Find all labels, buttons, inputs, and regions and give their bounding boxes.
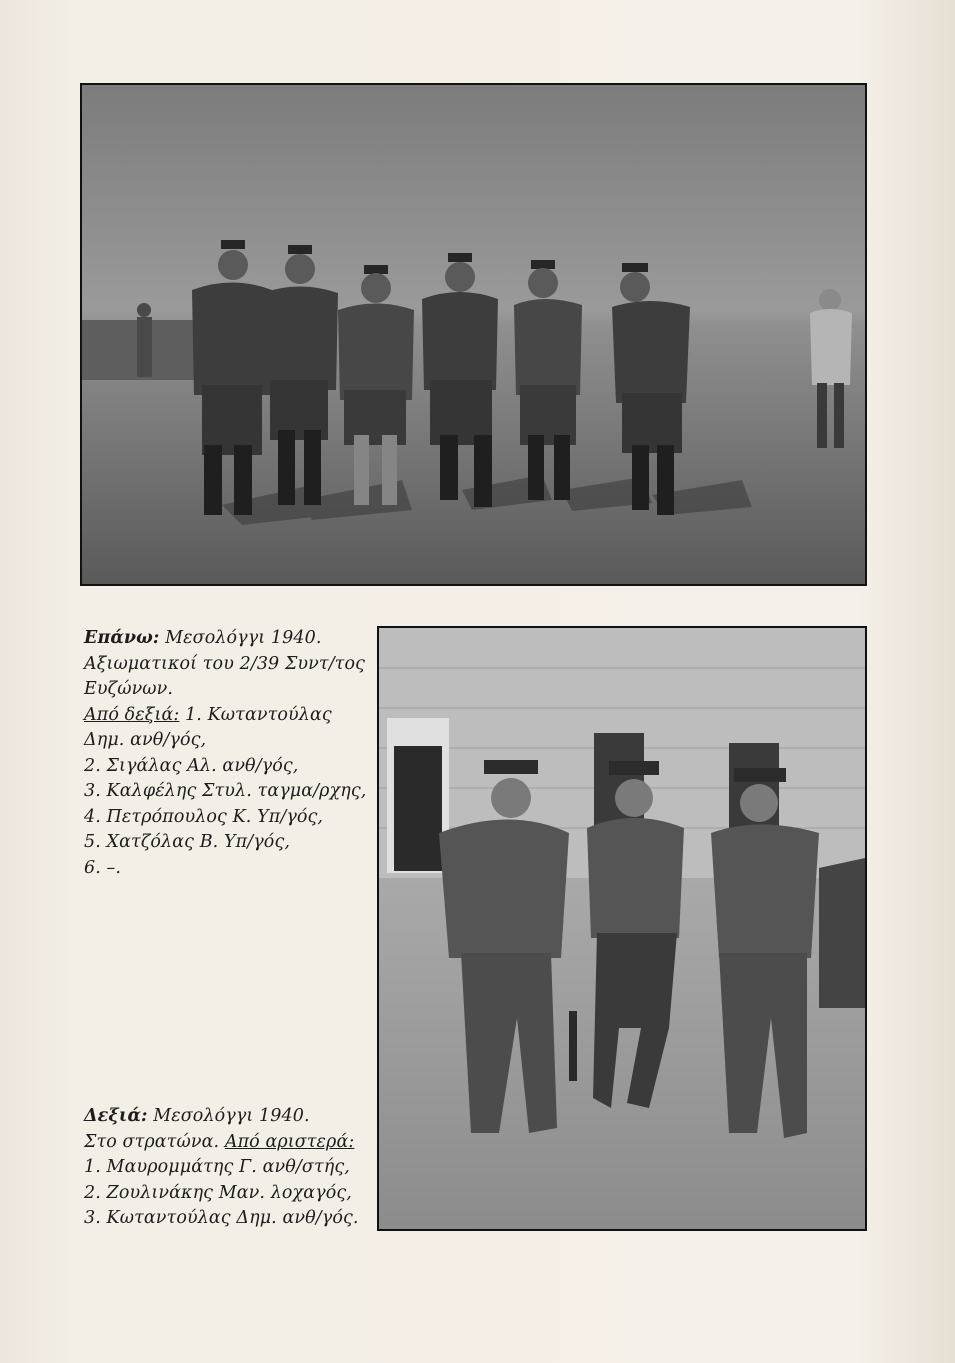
- caption-order-label: Από δεξιά:: [84, 704, 180, 725]
- caption-item: 3. Καλφέλης Στυλ. ταγμα/ρχης,: [84, 781, 367, 801]
- photo-top-image: [82, 85, 865, 584]
- group-photo-six-officers: [80, 83, 867, 586]
- bottom-photo-caption: [84, 1104, 374, 1232]
- caption-place-date: Μεσολόγγι 1940.: [165, 628, 322, 648]
- caption-item: 6. –.: [84, 857, 122, 878]
- caption-line: Αξιωματικοί του 2/39 Συντ/τος: [84, 653, 366, 674]
- photo-bottom-image: [379, 628, 865, 1229]
- caption-item: 1. Κωταντούλας: [185, 704, 332, 725]
- caption-line: Στο στρατώνα.: [84, 1131, 220, 1152]
- caption-heading: Επάνω:: [84, 628, 160, 648]
- caption-place-date: Μεσολόγγι 1940.: [153, 1106, 310, 1126]
- top-photo-caption: [84, 626, 369, 881]
- caption-heading: Δεξιά:: [84, 1106, 148, 1126]
- photo-three-officers-barracks: [377, 626, 867, 1231]
- caption-item: 5. Χατζόλας Β. Υπ/γός,: [84, 832, 291, 852]
- caption-item: 2. Σιγάλας Αλ. ανθ/γός,: [84, 755, 299, 776]
- caption-order-label: Από αριστερά:: [224, 1131, 355, 1152]
- caption-item: 3. Κωταντούλας Δημ. ανθ/γός.: [84, 1208, 359, 1228]
- caption-item: 4. Πετρόπουλος Κ. Υπ/γός,: [84, 806, 324, 827]
- caption-item: 1. Μαυρομμάτης Γ. ανθ/στής,: [84, 1157, 350, 1177]
- caption-item: 2. Ζουλινάκης Μαν. λοχαγός,: [84, 1182, 352, 1203]
- caption-item: Δημ. ανθ/γός,: [84, 730, 207, 750]
- caption-line: Ευζώνων.: [84, 679, 174, 699]
